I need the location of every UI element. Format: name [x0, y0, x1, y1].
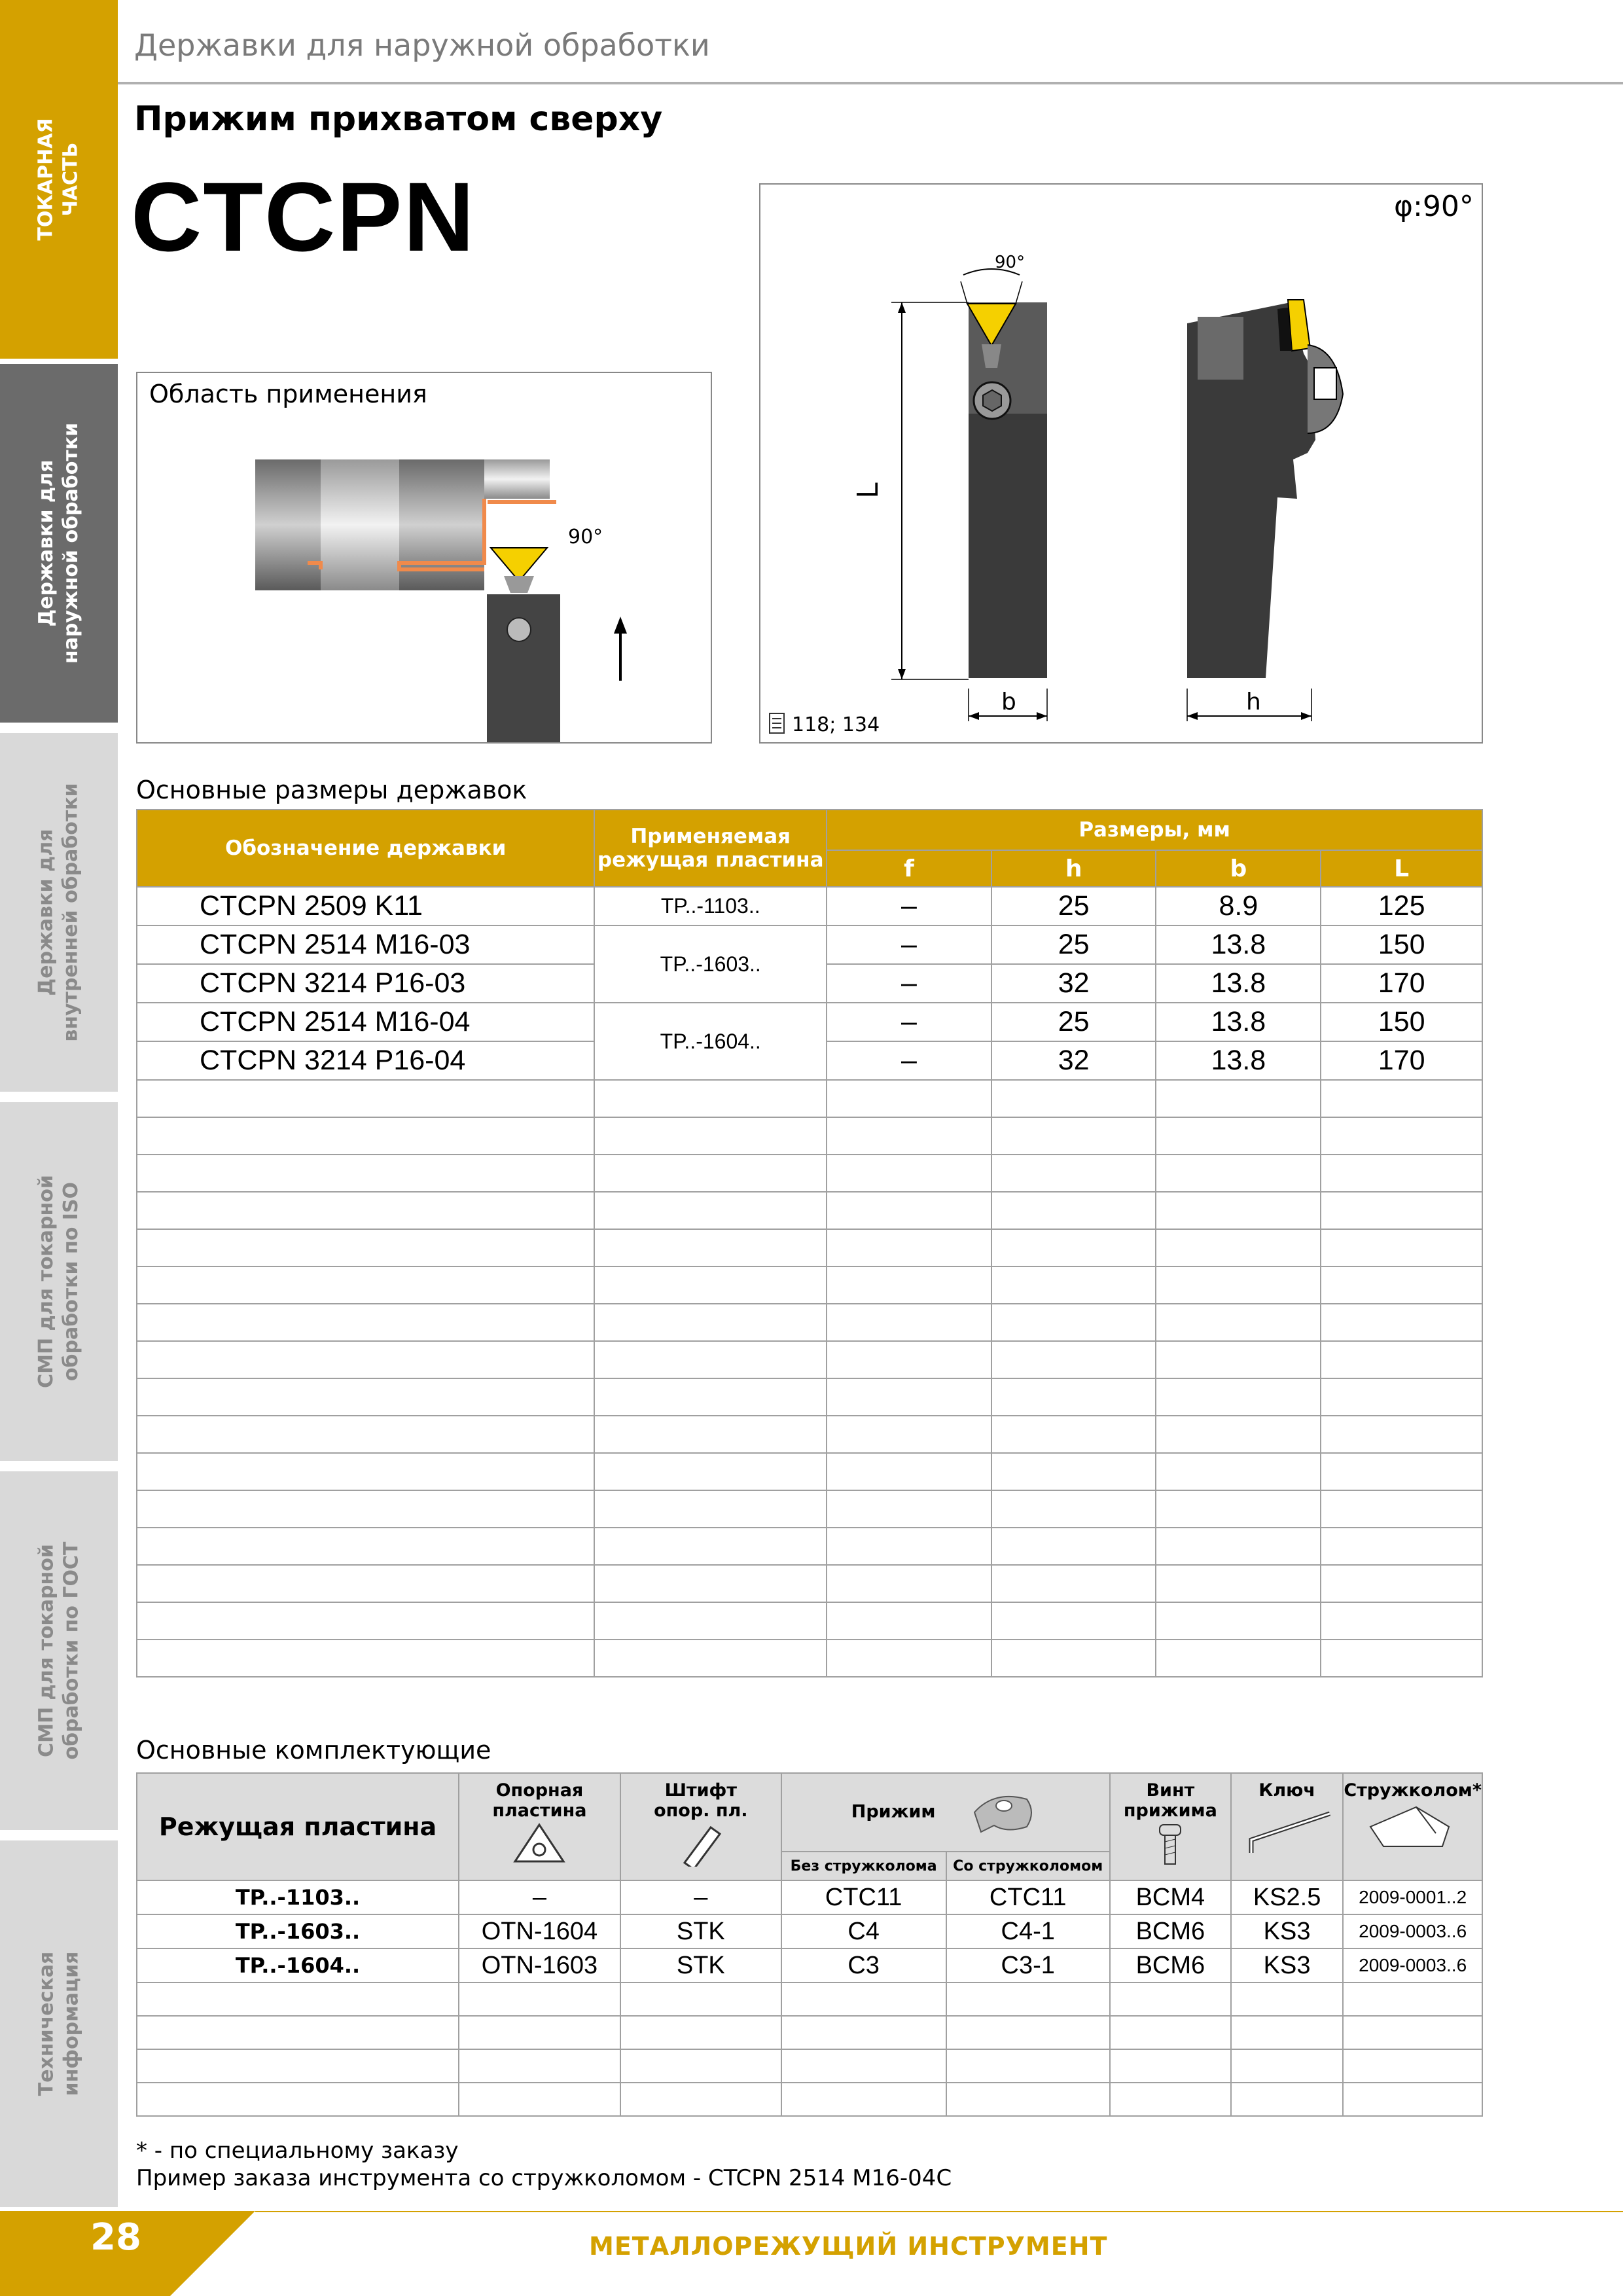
empty-table-row	[137, 1080, 1482, 1117]
empty-cell	[1343, 2016, 1482, 2049]
empty-cell	[827, 1117, 991, 1155]
empty-cell	[594, 1602, 827, 1640]
empty-cell	[1156, 1640, 1321, 1677]
holder-drawing	[760, 185, 1482, 742]
empty-cell	[620, 1982, 781, 2016]
side-tab-label: Державки для	[35, 459, 58, 627]
screw-icon	[1150, 1821, 1190, 1867]
table-row	[137, 925, 1482, 964]
empty-cell	[1321, 1453, 1482, 1490]
empty-cell	[137, 1602, 594, 1640]
cell-pin: STK	[620, 1948, 781, 1982]
empty-cell	[137, 1416, 594, 1453]
cell-h: 25	[991, 1003, 1156, 1041]
cell-key: KS3	[1231, 1914, 1343, 1948]
empty-cell	[781, 1982, 946, 2016]
empty-cell	[137, 1453, 594, 1490]
col-header-h: h	[991, 850, 1156, 887]
empty-table-row	[137, 1528, 1482, 1565]
empty-cell	[781, 2083, 946, 2116]
empty-cell	[991, 1490, 1156, 1528]
empty-cell	[594, 1640, 827, 1677]
special-order-note: * - по специальному заказу	[136, 2138, 459, 2164]
dimensions-table-title: Основные размеры державок	[136, 776, 527, 804]
empty-cell	[1156, 1490, 1321, 1528]
empty-table-row	[137, 1982, 1482, 2016]
side-tab-label: СМП для токарной	[35, 1544, 58, 1757]
empty-cell	[1110, 2049, 1231, 2083]
empty-cell	[991, 1080, 1156, 1117]
parts-table-title: Основные комплектующие	[136, 1736, 491, 1765]
cell-L: 150	[1321, 1003, 1482, 1041]
empty-cell	[1321, 1341, 1482, 1378]
empty-cell	[827, 1453, 991, 1490]
empty-cell	[1156, 1453, 1321, 1490]
screw-label: Винт прижима	[1123, 1780, 1217, 1821]
empty-cell	[827, 1602, 991, 1640]
side-tab-gost-inserts[interactable]	[0, 1471, 118, 1830]
empty-cell	[991, 1341, 1156, 1378]
page-title: CTCPN	[131, 162, 476, 272]
empty-cell	[594, 1378, 827, 1416]
cell-insert: TP..-1103..	[137, 1880, 459, 1914]
empty-cell	[137, 1565, 594, 1602]
footer-brand: МЕТАЛЛОРЕЖУЩИЙ ИНСТРУМЕНТ	[589, 2232, 1108, 2261]
empty-cell	[137, 2083, 459, 2116]
empty-cell	[594, 1341, 827, 1378]
clamp-icon	[968, 1786, 1040, 1839]
page-number: 28	[90, 2216, 141, 2259]
empty-table-row	[137, 1304, 1482, 1341]
empty-table-row	[137, 1117, 1482, 1155]
section-header: Державки для наружной обработки	[134, 27, 710, 63]
side-tab-label: ЧАСТЬ	[60, 142, 82, 217]
cell-b: 13.8	[1156, 925, 1321, 964]
empty-cell	[827, 1266, 991, 1304]
cell-clamp-plain: CTC11	[781, 1880, 946, 1914]
approach-angle-label: φ:90°	[1394, 190, 1474, 223]
cell-chipbreaker: 2009-0001..2	[1343, 1880, 1482, 1914]
empty-cell	[991, 1266, 1156, 1304]
side-tab-iso-inserts[interactable]	[0, 1102, 118, 1461]
empty-cell	[137, 1640, 594, 1677]
side-tab-label: Техническая	[35, 1951, 58, 2096]
empty-cell	[1343, 1982, 1482, 2016]
cell-L: 125	[1321, 887, 1482, 925]
empty-cell	[991, 1378, 1156, 1416]
empty-cell	[137, 2016, 459, 2049]
cell-pin: –	[620, 1880, 781, 1914]
side-tab-turning[interactable]	[0, 0, 118, 359]
side-tab-label: обработки по ГОСТ	[60, 1541, 82, 1760]
empty-cell	[1321, 1378, 1482, 1416]
empty-cell	[827, 1416, 991, 1453]
cell-chipbreaker: 2009-0003..6	[1343, 1948, 1482, 1982]
holder-drawing-box	[759, 183, 1483, 744]
empty-cell	[946, 2049, 1110, 2083]
empty-cell	[991, 1453, 1156, 1490]
side-tab-tech-info[interactable]	[0, 1840, 118, 2207]
hex-key-icon	[1238, 1801, 1336, 1859]
col-header-f: f	[827, 850, 991, 887]
empty-cell	[1321, 1565, 1482, 1602]
cell-b: 13.8	[1156, 964, 1321, 1003]
application-angle-label: 90°	[568, 526, 603, 548]
empty-cell	[594, 1266, 827, 1304]
empty-cell	[1156, 1565, 1321, 1602]
empty-cell	[137, 1080, 594, 1117]
empty-cell	[1156, 1341, 1321, 1378]
empty-table-row	[137, 1266, 1482, 1304]
empty-cell	[137, 1378, 594, 1416]
empty-cell	[991, 1528, 1156, 1565]
cell-h: 32	[991, 964, 1156, 1003]
header-divider	[118, 82, 1623, 84]
empty-cell	[459, 2016, 620, 2049]
side-tab-internal-holders[interactable]	[0, 733, 118, 1092]
empty-cell	[594, 1117, 827, 1155]
empty-cell	[1156, 1266, 1321, 1304]
cell-f: –	[827, 887, 991, 925]
empty-cell	[827, 1528, 991, 1565]
cell-seat: –	[459, 1880, 620, 1914]
empty-cell	[991, 1602, 1156, 1640]
cell-clamp-plain: C4	[781, 1914, 946, 1948]
col-header-insert: Применяемая режущая пластина	[594, 810, 827, 887]
empty-cell	[1156, 1378, 1321, 1416]
empty-cell	[946, 2083, 1110, 2116]
col-header-designation: Обозначение державки	[137, 810, 594, 887]
cell-designation: CTCPN 2514 M16-04	[137, 1003, 594, 1041]
empty-cell	[1231, 2083, 1343, 2116]
order-example-note: Пример заказа инструмента со стружколомом - CTCPN 2514 M16-04C	[136, 2165, 952, 2191]
height-dim-label: h	[1246, 689, 1261, 715]
col-header-clamp	[781, 1773, 1110, 1852]
side-tab-label: Державки для	[35, 829, 58, 996]
table-row	[137, 1948, 1482, 1982]
cell-b: 8.9	[1156, 887, 1321, 925]
empty-cell	[991, 1229, 1156, 1266]
empty-table-row	[137, 2049, 1482, 2083]
empty-cell	[1321, 1192, 1482, 1229]
empty-cell	[137, 1528, 594, 1565]
empty-table-row	[137, 1565, 1482, 1602]
empty-cell	[1156, 1117, 1321, 1155]
table-row	[137, 1880, 1482, 1914]
cell-seat: OTN-1603	[459, 1948, 620, 1982]
width-dim-label: b	[1001, 689, 1016, 715]
empty-cell	[1156, 1080, 1321, 1117]
cell-key: KS2.5	[1231, 1880, 1343, 1914]
cell-insert: TP..-1603..	[594, 925, 827, 1003]
page-subtitle: Прижим прихватом сверху	[134, 99, 663, 139]
empty-cell	[1321, 1490, 1482, 1528]
empty-cell	[827, 1080, 991, 1117]
cell-designation: CTCPN 3214 P16-04	[137, 1041, 594, 1080]
empty-cell	[594, 1080, 827, 1117]
col-header-pin	[620, 1773, 781, 1880]
pin-icon	[671, 1821, 730, 1867]
cell-L: 150	[1321, 925, 1482, 964]
empty-cell	[137, 1192, 594, 1229]
empty-cell	[1321, 1266, 1482, 1304]
insert-angle-label: 90°	[995, 253, 1026, 272]
empty-cell	[781, 2016, 946, 2049]
empty-cell	[1321, 1640, 1482, 1677]
cell-chipbreaker: 2009-0003..6	[1343, 1914, 1482, 1948]
col-header-chipbreaker	[1343, 1773, 1482, 1880]
empty-cell	[991, 1192, 1156, 1229]
empty-cell	[827, 1229, 991, 1266]
cell-insert: TP..-1604..	[594, 1003, 827, 1080]
empty-cell	[594, 1416, 827, 1453]
cell-h: 32	[991, 1041, 1156, 1080]
empty-cell	[1321, 1080, 1482, 1117]
cell-insert: TP..-1603..	[137, 1914, 459, 1948]
cell-screw: BCM4	[1110, 1880, 1231, 1914]
col-header-seat	[459, 1773, 620, 1880]
empty-table-row	[137, 1602, 1482, 1640]
empty-cell	[827, 1490, 991, 1528]
empty-cell	[620, 2083, 781, 2116]
empty-cell	[137, 1304, 594, 1341]
col-header-clamp-cb: Со стружколомом	[946, 1852, 1110, 1880]
empty-cell	[137, 1266, 594, 1304]
col-header-b: b	[1156, 850, 1321, 887]
empty-cell	[781, 2049, 946, 2083]
col-header-insert: Режущая пластина	[137, 1773, 459, 1880]
empty-cell	[1156, 1602, 1321, 1640]
table-row	[137, 1914, 1482, 1948]
cell-screw: BCM6	[1110, 1948, 1231, 1982]
dimensions-table	[136, 809, 1483, 1677]
side-tab-label: обработки по ISO	[60, 1181, 82, 1382]
cell-f: –	[827, 1041, 991, 1080]
cell-L: 170	[1321, 964, 1482, 1003]
cell-L: 170	[1321, 1041, 1482, 1080]
empty-cell	[991, 1304, 1156, 1341]
cell-clamp-cb: C4-1	[946, 1914, 1110, 1948]
cell-pin: STK	[620, 1914, 781, 1948]
empty-cell	[1156, 1155, 1321, 1192]
chipbreaker-icon	[1364, 1801, 1462, 1853]
empty-cell	[137, 1155, 594, 1192]
empty-cell	[1231, 2049, 1343, 2083]
empty-cell	[620, 2049, 781, 2083]
side-tab-external-holders[interactable]	[0, 364, 118, 723]
empty-cell	[991, 1565, 1156, 1602]
side-tab-label: информация	[60, 1951, 83, 2096]
cell-clamp-cb: C3-1	[946, 1948, 1110, 1982]
empty-cell	[1156, 1304, 1321, 1341]
empty-cell	[827, 1304, 991, 1341]
empty-cell	[594, 1229, 827, 1266]
application-area-title: Область применения	[149, 380, 427, 408]
empty-table-row	[137, 1192, 1482, 1229]
empty-cell	[1343, 2083, 1482, 2116]
empty-cell	[827, 1565, 991, 1602]
cell-insert: TP..-1604..	[137, 1948, 459, 1982]
empty-cell	[827, 1192, 991, 1229]
empty-cell	[827, 1341, 991, 1378]
empty-cell	[594, 1304, 827, 1341]
cell-screw: BCM6	[1110, 1914, 1231, 1948]
empty-cell	[137, 1982, 459, 2016]
col-header-sizes: Размеры, мм	[827, 810, 1482, 850]
empty-cell	[1231, 2016, 1343, 2049]
side-tab-label: ТОКАРНАЯ	[35, 118, 58, 241]
empty-table-row	[137, 2016, 1482, 2049]
seat-label: Опорная пластина	[492, 1780, 587, 1821]
empty-cell	[594, 1565, 827, 1602]
empty-cell	[1156, 1416, 1321, 1453]
empty-cell	[991, 1117, 1156, 1155]
side-tab-label: наружной обработки	[60, 422, 83, 664]
chipbreaker-label: Стружколом*	[1344, 1780, 1482, 1801]
cell-h: 25	[991, 887, 1156, 925]
col-header-screw	[1110, 1773, 1231, 1880]
application-illustration	[137, 373, 711, 742]
empty-table-row	[137, 1453, 1482, 1490]
empty-cell	[1343, 2049, 1482, 2083]
clamp-label: Прижим	[851, 1801, 936, 1822]
empty-cell	[1156, 1229, 1321, 1266]
empty-cell	[991, 1155, 1156, 1192]
empty-cell	[827, 1155, 991, 1192]
empty-cell	[620, 2016, 781, 2049]
empty-cell	[827, 1378, 991, 1416]
empty-cell	[1321, 1155, 1482, 1192]
empty-cell	[1156, 1192, 1321, 1229]
cell-insert: TP..-1103..	[594, 887, 827, 925]
application-area-box	[136, 372, 712, 744]
empty-cell	[1231, 1982, 1343, 2016]
cell-clamp-cb: CTC11	[946, 1880, 1110, 1914]
cell-f: –	[827, 925, 991, 964]
empty-cell	[137, 1490, 594, 1528]
empty-cell	[1321, 1229, 1482, 1266]
empty-cell	[1321, 1304, 1482, 1341]
empty-table-row	[137, 2083, 1482, 2116]
empty-cell	[946, 1982, 1110, 2016]
empty-cell	[459, 2083, 620, 2116]
col-header-key	[1231, 1773, 1343, 1880]
empty-cell	[137, 2049, 459, 2083]
cell-f: –	[827, 964, 991, 1003]
empty-cell	[594, 1192, 827, 1229]
key-label: Ключ	[1258, 1780, 1315, 1801]
empty-cell	[1110, 1982, 1231, 2016]
length-dim-label: L	[851, 482, 885, 499]
cell-designation: CTCPN 2514 M16-03	[137, 925, 594, 964]
empty-cell	[946, 2016, 1110, 2049]
side-tab-label: СМП для токарной	[35, 1175, 58, 1388]
empty-cell	[594, 1490, 827, 1528]
empty-cell	[459, 2049, 620, 2083]
empty-table-row	[137, 1416, 1482, 1453]
cell-b: 13.8	[1156, 1041, 1321, 1080]
empty-table-row	[137, 1490, 1482, 1528]
col-header-L: L	[1321, 850, 1482, 887]
empty-cell	[991, 1640, 1156, 1677]
cell-b: 13.8	[1156, 1003, 1321, 1041]
cell-designation: CTCPN 3214 P16-03	[137, 964, 594, 1003]
empty-cell	[1110, 2016, 1231, 2049]
empty-table-row	[137, 1229, 1482, 1266]
empty-cell	[1321, 1602, 1482, 1640]
empty-cell	[594, 1155, 827, 1192]
cell-clamp-plain: C3	[781, 1948, 946, 1982]
parts-table	[136, 1772, 1483, 2117]
empty-cell	[137, 1229, 594, 1266]
cell-h: 25	[991, 925, 1156, 964]
empty-cell	[1156, 1528, 1321, 1565]
col-header-clamp-plain: Без стружколома	[781, 1852, 946, 1880]
cell-f: –	[827, 1003, 991, 1041]
empty-cell	[459, 1982, 620, 2016]
cell-key: KS3	[1231, 1948, 1343, 1982]
empty-table-row	[137, 1341, 1482, 1378]
cell-designation: CTCPN 2509 K11	[137, 887, 594, 925]
table-row	[137, 1003, 1482, 1041]
empty-table-row	[137, 1640, 1482, 1677]
empty-cell	[594, 1528, 827, 1565]
pin-label: Штифт опор. пл.	[654, 1780, 748, 1821]
empty-cell	[594, 1453, 827, 1490]
empty-cell	[137, 1117, 594, 1155]
empty-cell	[1321, 1528, 1482, 1565]
empty-table-row	[137, 1378, 1482, 1416]
empty-cell	[827, 1640, 991, 1677]
empty-cell	[137, 1341, 594, 1378]
empty-cell	[991, 1416, 1156, 1453]
empty-cell	[1321, 1117, 1482, 1155]
empty-cell	[1321, 1416, 1482, 1453]
page-reference: 118; 134	[792, 713, 880, 736]
table-row	[137, 887, 1482, 925]
empty-cell	[1110, 2083, 1231, 2116]
seat-plate-icon	[510, 1821, 569, 1867]
empty-table-row	[137, 1155, 1482, 1192]
cell-seat: OTN-1604	[459, 1914, 620, 1948]
side-tab-label: внутренней обработки	[60, 783, 83, 1042]
